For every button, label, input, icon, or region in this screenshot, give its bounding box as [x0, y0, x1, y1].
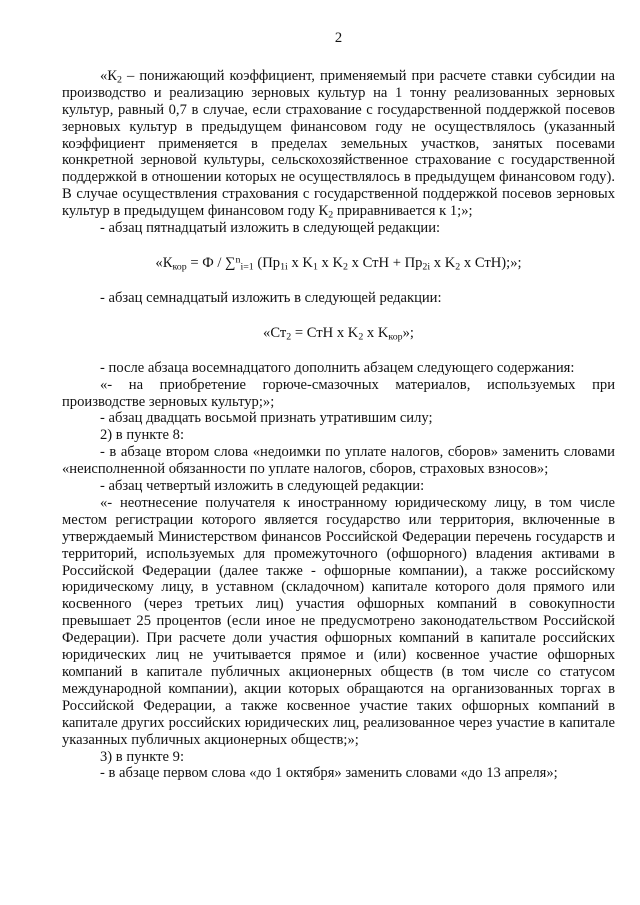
- paragraph-item-15: - абзац пятнадцатый изложить в следующей редакции:: [100, 220, 441, 237]
- paragraph-second-words: - в абзаце втором слова «недоимки по уплате налогов, сборов» заменить словами «неисполненной обязанности по уплате налогов, сборов, страховых взносов»;: [62, 444, 615, 478]
- paragraph-item-28: - абзац двадцать восьмой признать утратившим силу;: [100, 410, 433, 427]
- paragraph-after-18: - после абзаца восемнадцатого дополнить абзацем следующего содержания:: [100, 359, 575, 376]
- paragraph-offshore: «- неотнесение получателя к иностранному юридическому лицу, в том числе местом регистрации которого является государство или территория, включенные в утверждаемый Министерством финансов Российской Федерации перечень государств и территорий, используемых для промежуточного (офшорного) владения активами в Российской Федерации (далее также - офшорные компании), а также российскому юридическому лицу, в уставном (складочном) капитале которого доля прямого или косвенного (через третьих лиц) участия офшорных компаний в совокупности превышает 25 процентов (если иное не предусмотрено законодательством Российской Федерации). При расчете доли участия офшорных компаний в капитале российских юридических лиц не учитывается прямое и (или) косвенное участие офшорных компаний в капитале публичных акционерных обществ (в том числе со статусом международной компании), акции которых обращаются на организованных торгах в Российской Федерации, а также косвенное участие таких офшорных компаний в капитале других российских юридических лиц, реализованное через участие в капитале указанных публичных акционерных обществ;»;: [62, 494, 615, 748]
- paragraph-point-8: 2) в пункте 8:: [100, 427, 185, 444]
- paragraph-fourth: - абзац четвертый изложить в следующей редакции:: [100, 478, 425, 495]
- page-number: 2: [334, 30, 343, 46]
- formula-st2: «$Ст_2$ = СтН x $K_2$ x $K_{кор}$»;: [263, 324, 414, 343]
- paragraph-item-17: - абзац семнадцатый изложить в следующей редакции:: [100, 289, 442, 306]
- paragraph-fuel: «- на приобретение горюче-смазочных материалов, используемых при производстве зерновых культур;»;: [62, 376, 615, 410]
- paragraph-point-9: 3) в пункте 9:: [100, 748, 185, 765]
- paragraph-k2-definition: «$К_2$ – понижающий коэффициент, применяемый при расчете ставки субсидии на производство и реализацию зерновых культур на 1 тонну реализованных зерновых культур, равный 0,7 в случае, если страхование с государственной поддержкой посевов зерновых культур в предыдущем финансовом году не осуществлялось (указанный коэффициент применяется в пределах земельных участков, занятых посевами конкретной зерновой культуры, сельскохозяйственное страхование с государственной поддержкой в отношении которых не осуществлялось в предыдущем финансовом году). В случае осуществления страхования с государственной поддержкой посевов зерновых культур в предыдущем финансовом году $К_2$ приравнивается к 1;»;: [62, 67, 615, 221]
- formula-k-kor: «$К_{кор} = Ф / \sum^n_{i=1}$ ($Пр_{1i}$ x $K_1$ x $K_2$ x СтН + $Пр_{2i}$ x $K_2$ x СтН);»;: [155, 254, 522, 273]
- paragraph-deadline: - в абзаце первом слова «до 1 октября» заменить словами «до 13 апреля»;: [100, 765, 558, 782]
